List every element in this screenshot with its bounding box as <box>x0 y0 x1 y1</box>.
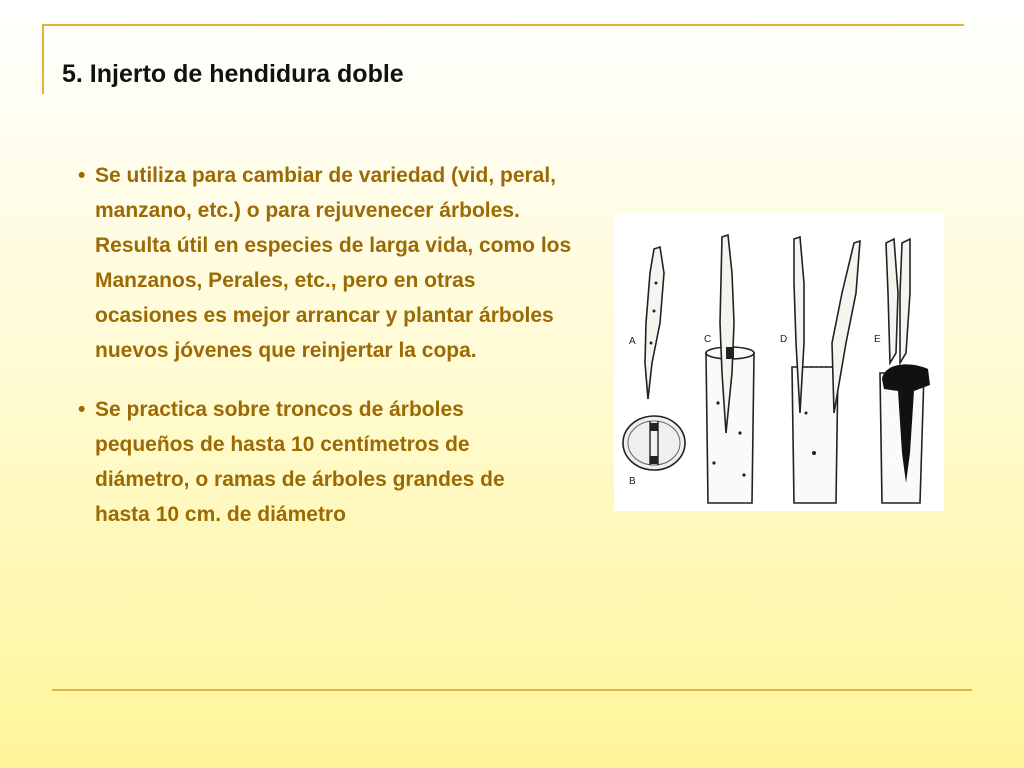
bullet-item-usage <box>78 158 575 368</box>
slide-title: 5. Injerto de hendidura doble <box>62 60 404 88</box>
stock-d-drawing <box>792 237 860 503</box>
trunk-cross-section-drawing <box>623 416 685 470</box>
bullet-text: Se utiliza para cambiar de variedad (vid, peral, manzano, etc.) o para rejuvenecer árboles. Resulta útil en especies de larga vida, como los Manzanos, Perales, etc., pero en otras ocasiones es mejor arrancar y plantar árboles nuevos jóvenes que reinjertar la copa. <box>95 164 572 362</box>
bottom-accent-line <box>52 689 972 691</box>
stock-c-drawing <box>706 235 754 503</box>
bullet-item-practice <box>78 392 565 532</box>
figure-label-b: B <box>629 476 636 487</box>
grafting-illustration <box>614 213 944 511</box>
figure-label-c: C <box>704 334 712 345</box>
top-accent-line <box>42 24 964 26</box>
left-accent-line <box>42 24 44 94</box>
figure-label-e: E <box>874 334 881 345</box>
figure-label-a: A <box>629 336 636 347</box>
scion-a-drawing <box>645 247 664 399</box>
bullet-icon: • <box>78 398 86 421</box>
figure-label-d: D <box>780 334 788 345</box>
bullet-text: Se practica sobre troncos de árboles pequeños de hasta 10 centímetros de diámetro, o ramas de árboles grandes de hasta 10 cm. de diámetro <box>95 398 505 526</box>
stock-e-drawing <box>880 239 930 503</box>
bullet-list <box>78 158 598 556</box>
bullet-icon: • <box>78 164 86 187</box>
